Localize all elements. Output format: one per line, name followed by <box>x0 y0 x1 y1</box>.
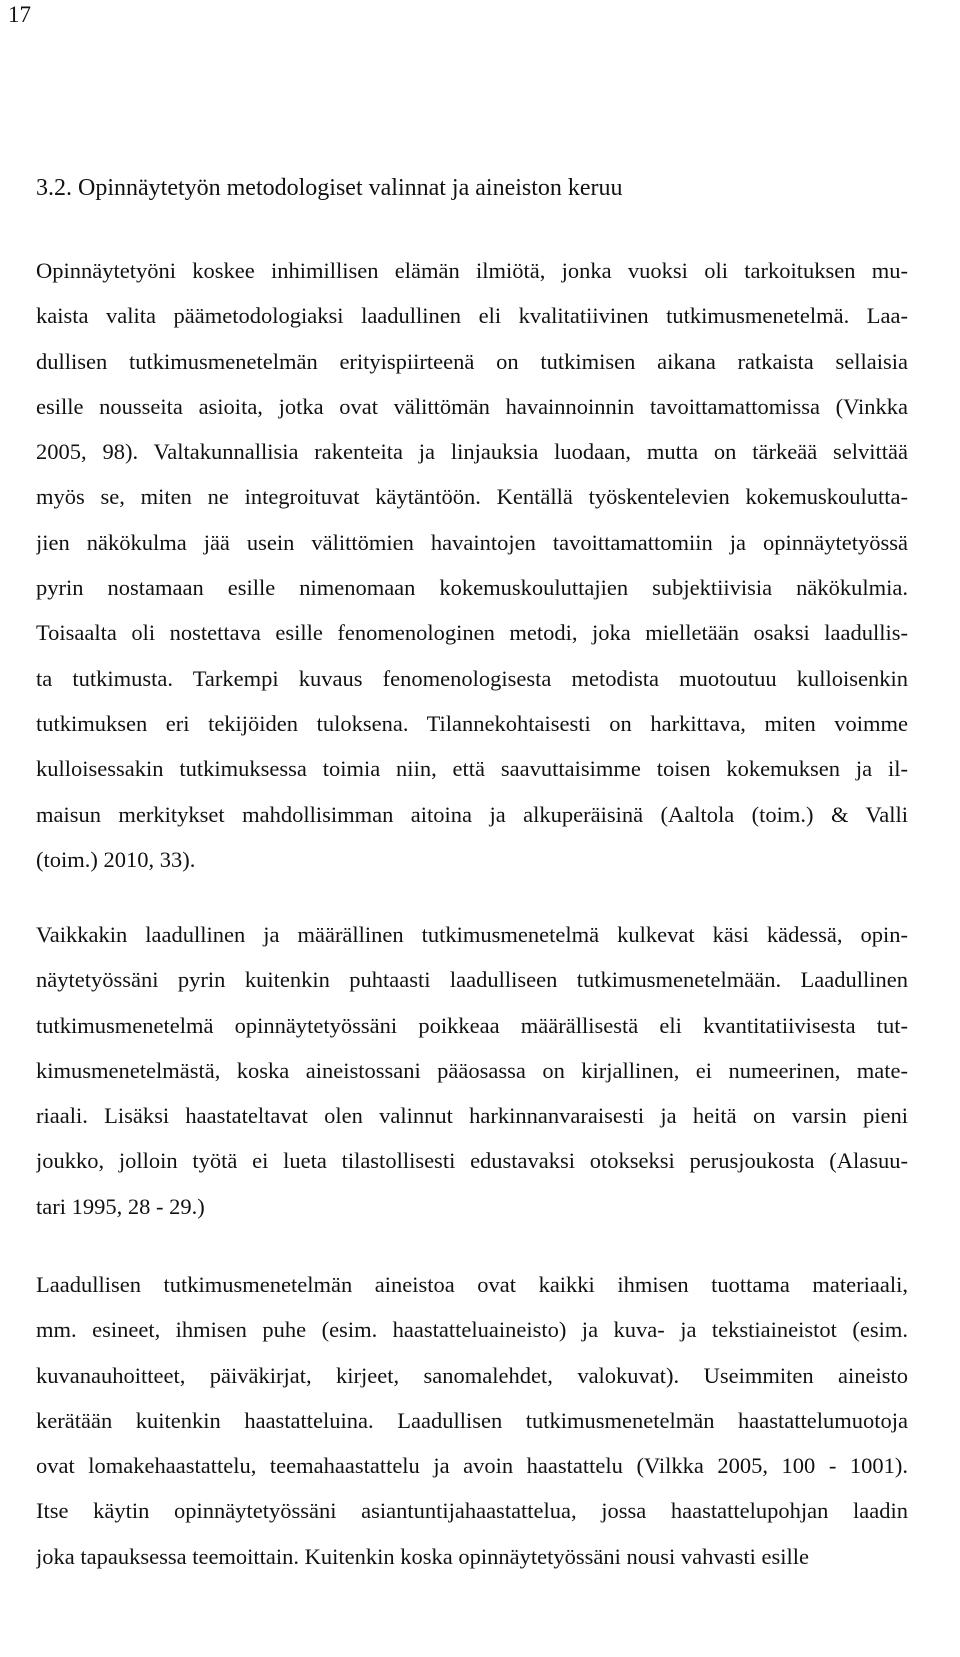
text-line: kaista valita päämetodologiaksi laadullinen eli kvalitatiivinen tutkimusmenetelmä. Laa- <box>36 303 908 329</box>
text-line: esille nousseita asioita, jotka ovat välittömän havainnoinnin tavoittamattomissa (Vinkka <box>36 393 908 419</box>
text-line: joka tapauksessa teemoittain. Kuitenkin koska opinnäytetyössäni nousi vahvasti esille <box>36 1543 809 1569</box>
text-line: Vaikkakin laadullinen ja määrällinen tutkimusmenetelmä kulkevat käsi kädessä, opin- <box>36 922 908 947</box>
paragraph-methodology <box>36 248 908 882</box>
section-heading: 3.2. Opinnäytetyön metodologiset valinnat ja aineiston keruu <box>36 175 623 201</box>
text-line: myös se, miten ne integroituvat käytäntöön. Kentällä työskentelevien kokemuskoulutta- <box>36 484 908 510</box>
text-line: mm. esineet, ihmisen puhe (esim. haastatteluaineisto) ja kuva- ja tekstiaineistot (esim. <box>36 1317 908 1343</box>
text-line: Laadullisen tutkimusmenetelmän aineistoa ovat kaikki ihmisen tuottama materiaali, <box>36 1272 908 1297</box>
text-line: kerätään kuitenkin haastatteluina. Laadullisen tutkimusmenetelmän haastattelumuotoja <box>36 1407 908 1433</box>
text-line: tutkimuksen eri tekijöiden tuloksena. Tilannekohtaisesti on harkittava, miten voimme <box>36 710 908 736</box>
text-line: dullisen tutkimusmenetelmän erityispiirteenä on tutkimisen aikana ratkaista sellaisia <box>36 348 908 374</box>
text-line: kulloisessakin tutkimuksessa toimia niin, että saavuttaisimme toisen kokemuksen ja il- <box>36 756 908 782</box>
paragraph-qualitative-vs-quantitative <box>36 912 908 1229</box>
text-line: Toisaalta oli nostettava esille fenomenologinen metodi, joka mielletään osaksi laadullis- <box>36 620 908 646</box>
text-line: joukko, jolloin työtä ei lueta tilastollisesti edustavaksi otokseksi perusjoukosta (Alasuu- <box>36 1148 908 1174</box>
text-line: näytetyössäni pyrin kuitenkin puhtaasti laadulliseen tutkimusmenetelmään. Laadullinen <box>36 967 908 993</box>
text-line: riaali. Lisäksi haastateltavat olen valinnut harkinnanvaraisesti ja heitä on varsin pieni <box>36 1103 908 1129</box>
text-line: kuvanauhoitteet, päiväkirjat, kirjeet, sanomalehdet, valokuvat). Useimmiten aineisto <box>36 1362 908 1388</box>
page-number: 17 <box>8 2 31 27</box>
text-line: Itse käytin opinnäytetyössäni asiantuntijahaastattelua, jossa haastattelupohjan laadin <box>36 1498 908 1524</box>
text-line: tutkimusmenetelmä opinnäytetyössäni poikkeaa määrällisestä eli kvantitatiivisesta tut- <box>36 1012 908 1038</box>
text-line: ta tutkimusta. Tarkempi kuvaus fenomenologisesta metodista muotoutuu kulloisenkin <box>36 665 908 691</box>
text-line: (toim.) 2010, 33). <box>36 846 196 872</box>
text-line: Opinnäytetyöni koskee inhimillisen elämän ilmiötä, jonka vuoksi oli tarkoituksen mu- <box>36 258 908 283</box>
text-line: tari 1995, 28 - 29.) <box>36 1193 205 1219</box>
paragraph-research-material <box>36 1262 908 1579</box>
text-line: maisun merkitykset mahdollisimman aitoina ja alkuperäisinä (Aaltola (toim.) & Valli <box>36 801 908 827</box>
text-line: pyrin nostamaan esille nimenomaan kokemuskouluttajien subjektiivisia näkökulmia. <box>36 575 908 601</box>
text-line: ovat lomakehaastattelu, teemahaastattelu ja avoin haastattelu (Vilkka 2005, 100 - 1001). <box>36 1453 908 1479</box>
text-line: jien näkökulma jää usein välittömien havaintojen tavoittamattomiin ja opinnäytetyössä <box>36 529 908 555</box>
text-line: kimusmenetelmästä, koska aineistossani pääosassa on kirjallinen, ei numeerinen, mate- <box>36 1057 908 1083</box>
text-line: 2005, 98). Valtakunnallisia rakenteita ja linjauksia luodaan, mutta on tärkeää selvittää <box>36 439 908 465</box>
